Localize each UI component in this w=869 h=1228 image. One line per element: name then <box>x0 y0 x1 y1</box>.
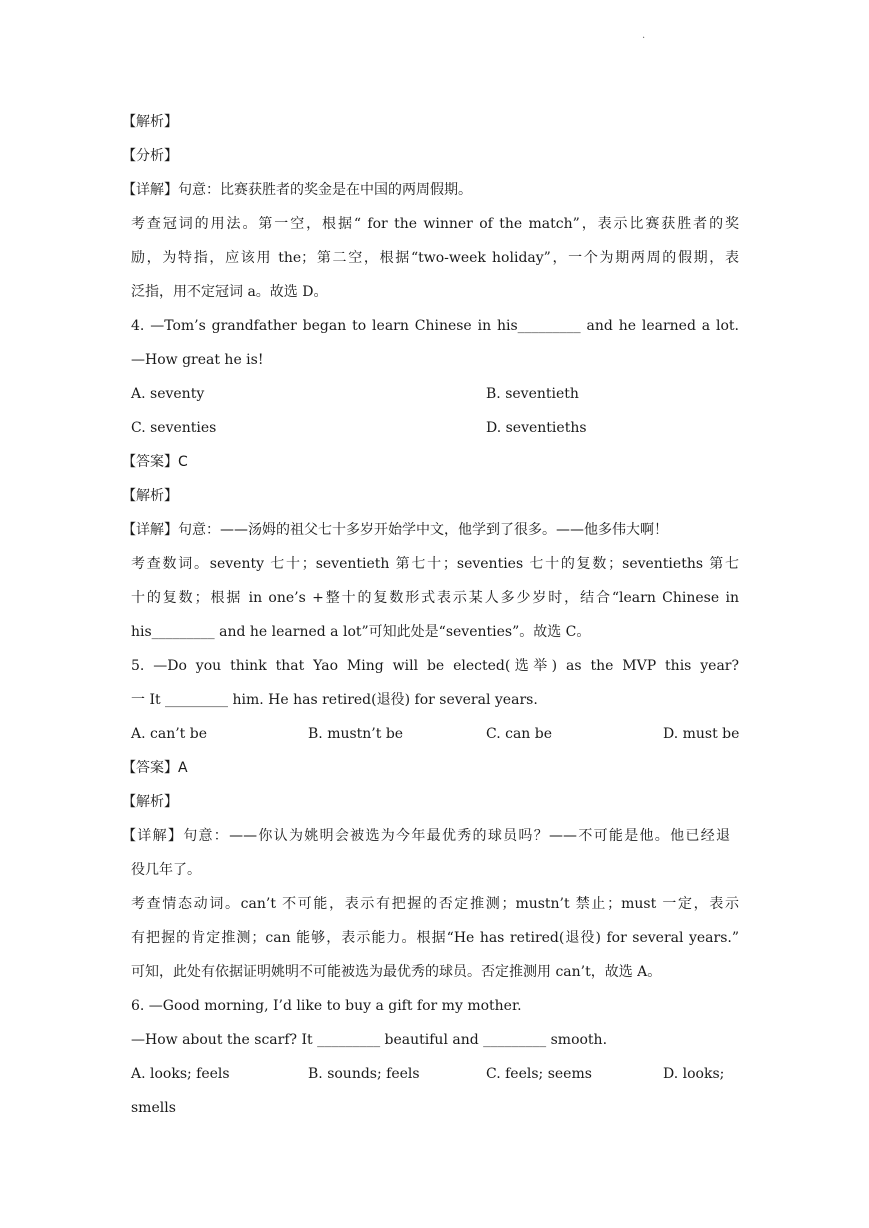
explanation-line: 泛指，用不定冠词 a。故选 D。 <box>131 284 328 300</box>
explanation-line: 十的复数；根据 in one’s +整十的复数形式表示某人多少岁时，结合“learn Chinese in <box>131 590 739 606</box>
page-marker: . <box>642 30 646 41</box>
explanation-line: 考查情态动词。can’t 不可能，表示有把握的否定推测；mustn’t 禁止；must 一定，表示 <box>131 896 739 912</box>
detail-line: 役几年了。 <box>131 862 201 878</box>
detail-line: 【详解】句意：——汤姆的祖父七十多岁开始学中文，他学到了很多。——他多伟大啊！ <box>122 522 668 538</box>
option-d: D. looks; <box>663 1066 725 1082</box>
q6-options <box>131 1064 739 1098</box>
option-d-continuation: smells <box>131 1100 176 1116</box>
analysis-heading: 【解析】 <box>122 114 178 130</box>
analysis-heading: 【解析】 <box>122 488 178 504</box>
analysis-subheading: 【分析】 <box>122 148 178 164</box>
option-c: C. feels; seems <box>486 1066 592 1082</box>
q5-options <box>131 724 739 758</box>
answer-line: 【答案】A <box>122 760 188 776</box>
option-a: A. seventy <box>131 386 205 402</box>
explanation-line: 考查冠词的用法。第一空，根据“ for the winner of the match”，表示比赛获胜者的奖 <box>131 216 739 232</box>
option-b: B. mustn’t be <box>308 726 404 742</box>
option-a: A. can’t be <box>131 726 207 742</box>
option-a: A. looks; feels <box>131 1066 230 1082</box>
option-b: B. sounds; feels <box>308 1066 420 1082</box>
question-5: 5. —Do you think that Yao Ming will be elected(选举) as the MVP this year? <box>131 658 739 674</box>
explanation-line: 可知，此处有依据证明姚明不可能被选为最优秀的球员。否定推测用 can’t，故选 A。 <box>131 964 662 980</box>
question-4-reply: —How great he is! <box>131 352 264 368</box>
question-6: 6. —Good morning, I’d like to buy a gift for my mother. <box>131 998 522 1014</box>
q4-options-row2 <box>131 418 739 452</box>
analysis-heading: 【解析】 <box>122 794 178 810</box>
answer-line: 【答案】C <box>122 454 188 470</box>
explanation-line: 考查数词。seventy 七十；seventieth 第七十；seventies 七十的复数；seventieths 第七 <box>131 556 739 572</box>
q4-options-row1 <box>131 384 739 418</box>
explanation-line: his_________ and he learned a lot”可知此处是“seventies”。故选 C。 <box>131 624 591 640</box>
question-4: 4. —Tom’s grandfather began to learn Chinese in his_________ and he learned a lot. <box>131 318 739 334</box>
question-6-reply: —How about the scarf? It _________ beautiful and _________ smooth. <box>131 1032 608 1048</box>
explanation-line: 有把握的肯定推测；can 能够，表示能力。根据“He has retired(退役) for several years.” <box>131 930 739 946</box>
detail-line: 【详解】句意：——你认为姚明会被选为今年最优秀的球员吗？——不可能是他。他已经退 <box>122 828 730 844</box>
detail-line: 【详解】句意：比赛获胜者的奖金是在中国的两周假期。 <box>122 182 472 198</box>
question-5-reply: 一 It _________ him. He has retired(退役) for several years. <box>131 692 538 708</box>
explanation-line: 励，为特指，应该用 the；第二空，根据“two-week holiday”，一个为期两周的假期，表 <box>131 250 739 266</box>
option-d: D. seventieths <box>486 420 587 436</box>
option-c: C. seventies <box>131 420 217 436</box>
option-d: D. must be <box>663 726 740 742</box>
option-c: C. can be <box>486 726 553 742</box>
option-b: B. seventieth <box>486 386 579 402</box>
